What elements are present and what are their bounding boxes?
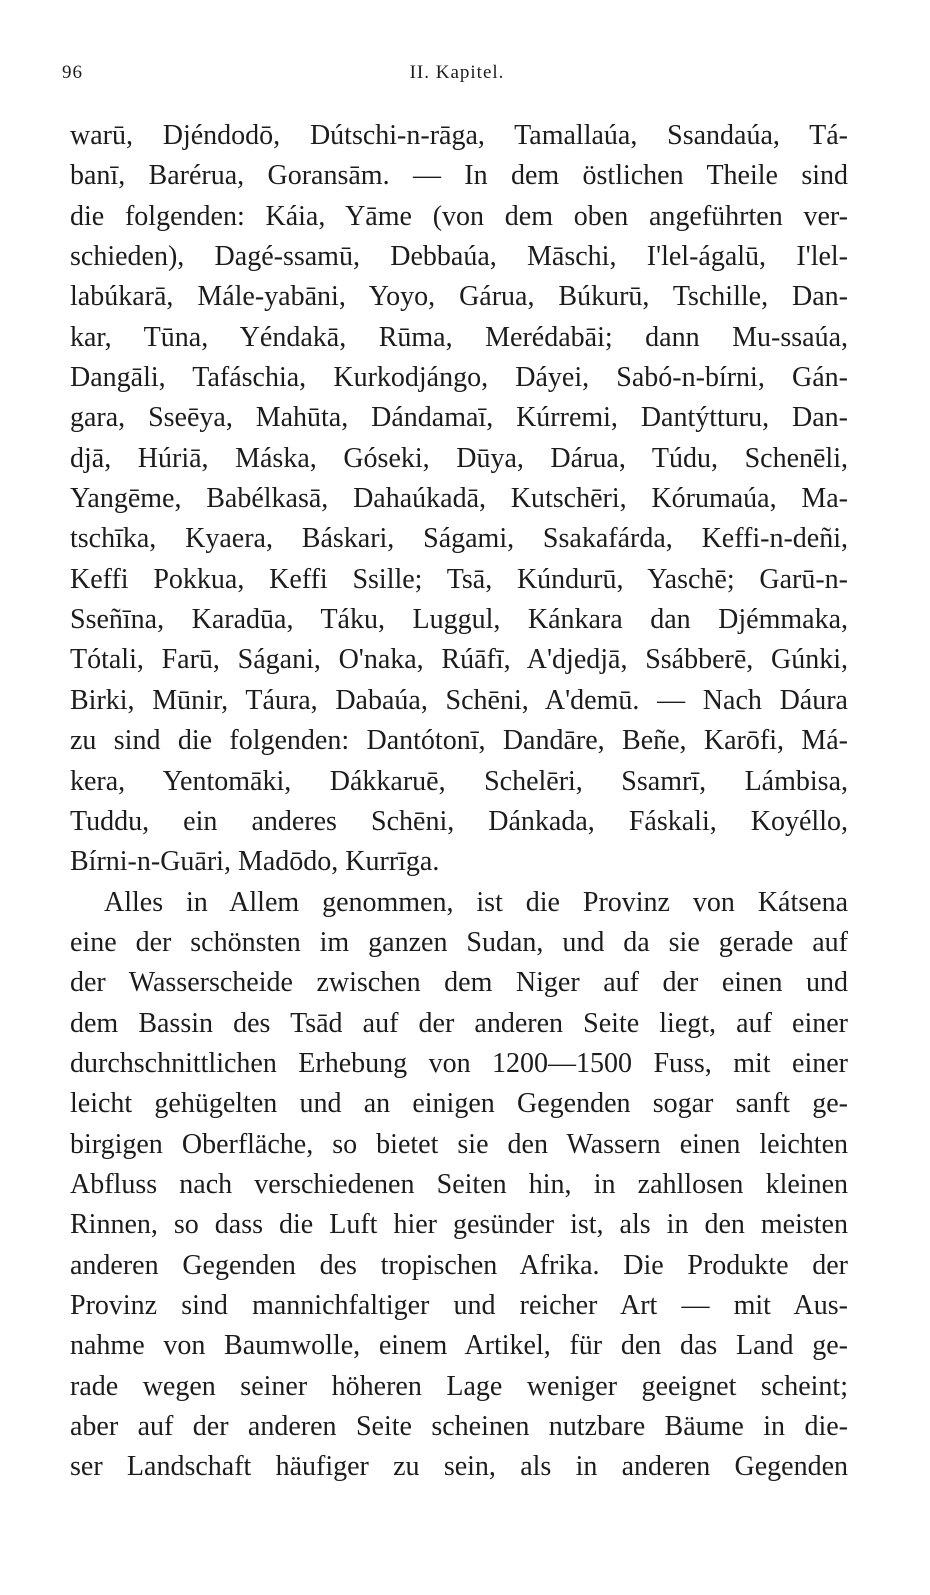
text-line: leicht gehügelten und an einigen Gegenden sogar sanft ge- bbox=[70, 1088, 848, 1120]
text-line: Provinz sind mannichfaltiger und reicher Art — mit Aus- bbox=[70, 1289, 848, 1321]
text-line: Birki, Mūnir, Táura, Dabaúa, Schēni, A'demū. — Nach Dáura bbox=[70, 684, 848, 716]
text-line: zu sind die folgenden: Dantótonī, Dandāre, Beñe, Karōfi, Má- bbox=[70, 725, 848, 757]
paragraph-end-line: Bírni-n-Guāri, Madōdo, Kurrīga. bbox=[70, 846, 440, 878]
text-line: tschīka, Kyaera, Báskari, Ságami, Ssakafárda, Keffi-n-deñi, bbox=[70, 523, 848, 555]
text-line: kera, Yentomāki, Dákkaruē, Schelēri, Ssamrī, Lámbisa, bbox=[70, 765, 848, 797]
text-line: ser Landschaft häufiger zu sein, als in anderen Gegenden bbox=[70, 1451, 848, 1483]
text-line: gara, Sseēya, Mahūta, Dándamaī, Kúrremi, Dantýtturu, Dan- bbox=[70, 402, 848, 434]
body-text bbox=[70, 116, 848, 1488]
text-line: Rinnen, so dass die Luft hier gesünder ist, als in den meisten bbox=[70, 1209, 848, 1241]
text-line: eine der schönsten im ganzen Sudan, und da sie gerade auf bbox=[70, 926, 848, 958]
text-line: Dangāli, Tafáschia, Kurkodjángo, Dáyei, Sabó-n-bírni, Gán- bbox=[70, 362, 848, 394]
text-line: rade wegen seiner höheren Lage weniger geeignet scheint; bbox=[70, 1370, 848, 1402]
paragraph-start-line: Alles in Allem genommen, ist die Provinz von Kátsena bbox=[104, 886, 848, 918]
text-line: labúkarā, Mále-yabāni, Yoyo, Gárua, Búkurū, Tschille, Dan- bbox=[70, 281, 848, 313]
running-header bbox=[62, 62, 852, 92]
text-line: nahme von Baumwolle, einem Artikel, für den das Land ge- bbox=[70, 1330, 848, 1362]
text-line: Abfluss nach verschiedenen Seiten hin, in zahllosen kleinen bbox=[70, 1168, 848, 1200]
text-line: djā, Húriā, Máska, Góseki, Dūya, Dárua, Túdu, Schenēli, bbox=[70, 442, 848, 474]
text-line: dem Bassin des Tsād auf der anderen Seite liegt, auf einer bbox=[70, 1007, 848, 1039]
page-number: 96 bbox=[62, 62, 83, 83]
text-line: aber auf der anderen Seite scheinen nutzbare Bäume in die- bbox=[70, 1411, 848, 1442]
text-line: birgigen Oberfläche, so bietet sie den Wassern einen leichten bbox=[70, 1128, 848, 1160]
text-line: kar, Tūna, Yéndakā, Rūma, Merédabāi; dann Mu-ssaúa, bbox=[70, 321, 848, 353]
chapter-title: II. Kapitel. bbox=[409, 62, 505, 83]
text-line: banī, Barérua, Goransām. — In dem östlichen Theile sind bbox=[70, 160, 848, 192]
text-line: die folgenden: Káia, Yāme (von dem oben angeführten ver- bbox=[70, 200, 848, 232]
text-line: Sseñīna, Karadūa, Táku, Luggul, Kánkara dan Djémmaka, bbox=[70, 604, 848, 636]
text-line: der Wasserscheide zwischen dem Niger auf der einen und bbox=[70, 967, 848, 999]
text-line: schieden), Dagé-ssamū, Debbaúa, Māschi, I'lel-ágalū, I'lel- bbox=[70, 241, 848, 273]
text-line: durchschnittlichen Erhebung von 1200—1500 Fuss, mit einer bbox=[70, 1047, 848, 1079]
text-line: anderen Gegenden des tropischen Afrika. Die Produkte der bbox=[70, 1249, 848, 1281]
text-line: Tótali, Farū, Ságani, O'naka, Rúāfī, A'djedjā, Ssábberē, Gúnki, bbox=[70, 644, 848, 676]
text-line: Yangēme, Babélkasā, Dahaúkadā, Kutschēri, Kórumaúa, Ma- bbox=[70, 483, 848, 515]
text-line: Keffi Pokkua, Keffi Ssille; Tsā, Kúndurū, Yaschē; Garū-n- bbox=[70, 563, 848, 595]
text-line: warū, Djéndodō, Dútschi-n-rāga, Tamallaúa, Ssandaúa, Tá- bbox=[70, 120, 848, 151]
text-line: Tuddu, ein anderes Schēni, Dánkada, Fáskali, Koyéllo, bbox=[70, 805, 848, 837]
